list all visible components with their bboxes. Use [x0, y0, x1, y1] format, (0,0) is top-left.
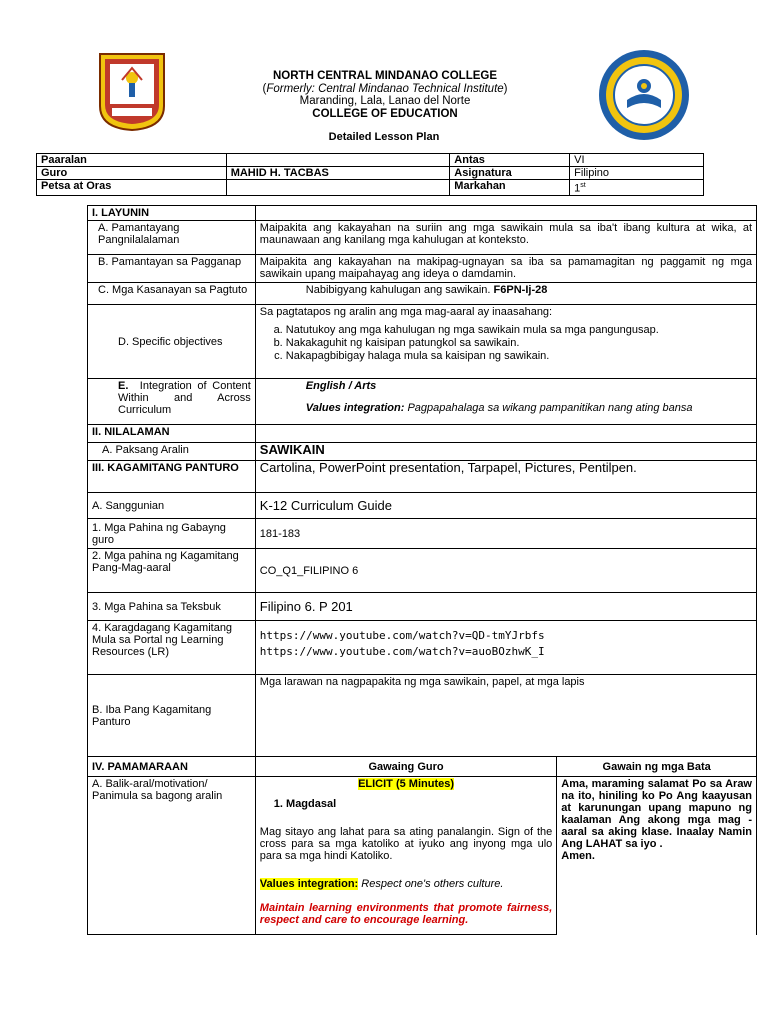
- college-address: Maranding, Lala, Lanao del Norte: [299, 95, 471, 107]
- youtube-link[interactable]: https://www.youtube.com/watch?v=auoBOzhwK_I: [259, 645, 545, 658]
- document-title: Detailed Lesson Plan: [328, 131, 440, 143]
- paksang-aralin-value: SAWIKAIN: [255, 443, 756, 461]
- objectives-intro: Sa pagtatapos ng aralin ang mga mag-aaral ay inaasahang:: [259, 306, 553, 318]
- pang-mag-aaral-value: CO_Q1_FILIPINO 6: [255, 549, 756, 593]
- pamantayan-pagganap-label: B. Pamantayan sa Pagganap: [88, 255, 256, 283]
- teksbuk-label: 3. Mga Pahina sa Teksbuk: [88, 593, 256, 621]
- gawain-bata-header: Gawain ng mga Bata: [557, 757, 757, 777]
- specific-objectives-label: D. Specific objectives: [88, 305, 256, 379]
- objective-item: c. Nakapagbibigay halaga mula sa kaisipan ng sawikain.: [286, 350, 752, 362]
- lr-portal-label: 4. Karagdagang Kagamitang Mula sa Portal ng Learning Resources (LR): [88, 621, 256, 675]
- objective-item: b. Nakakaguhit ng kaisipan patungkol sa sawikain.: [286, 337, 752, 349]
- asignatura-label: Asignatura: [450, 167, 570, 180]
- prayer-text: Ama, maraming salamat Po sa Araw na ito, hiniling ko Po Ang kaayusan at karunungan upang mapuno ng kaalaman Ang akong mga mag -aaral sa aking klase. Inaalay Namin Ang LAHAT sa iyo .: [561, 778, 752, 850]
- asignatura-value: Filipino: [570, 167, 704, 180]
- objectives-list: [260, 324, 752, 362]
- gabay-guro-value: 181-183: [255, 519, 756, 549]
- petsa-value: [226, 180, 450, 196]
- gawain-bata-content: [557, 777, 757, 935]
- competency-code: F6PN-Ij-28: [493, 284, 548, 296]
- pamamaraan-heading: IV. PAMAMARAAN: [88, 757, 256, 777]
- college-seal-logo: [96, 50, 168, 132]
- prayer-instructions: Mag sitayo ang lahat para sa ating panalangin. Sign of the cross para sa mga katoliko at iyuko ang inyong mga ulo para sa mga hindi Katoliko.: [259, 826, 553, 862]
- college-of-education-logo: [597, 48, 691, 142]
- college-formerly: (Formerly: Central Mindanao Technical Institute): [262, 82, 508, 95]
- markahan-label: Markahan: [450, 180, 570, 196]
- gawaing-guro-header: Gawaing Guro: [255, 757, 556, 777]
- nilalaman-heading: II. NILALAMAN: [88, 425, 256, 443]
- kagamitan-value: Cartolina, PowerPoint presentation, Tarpapel, Pictures, Pentilpen.: [255, 461, 756, 493]
- kasanayan-value: Nabibigyang kahulugan ang sawikain. F6PN-Ij-28: [255, 283, 756, 305]
- info-table: [36, 153, 704, 196]
- objective-item: a. Natutukoy ang mga kahulugan ng mga sawikain mula sa mga pangungusap.: [286, 324, 752, 336]
- specific-objectives-value: [255, 305, 756, 379]
- youtube-link[interactable]: https://www.youtube.com/watch?v=QD-tmYJrbfs: [259, 629, 545, 642]
- lesson-plan-table: [87, 205, 757, 935]
- lr-portal-links: [255, 621, 756, 675]
- prayer-amen: Amen.: [561, 850, 595, 862]
- teksbuk-value: Filipino 6. P 201: [255, 593, 756, 621]
- antas-label: Antas: [450, 154, 570, 167]
- maintain-learning-note: Maintain learning environments that promote fairness, respect and care to encourage learning.: [259, 902, 553, 926]
- layunin-heading: I. LAYUNIN: [88, 206, 256, 221]
- gabay-guro-label: 1. Mga Pahina ng Gabayng guro: [88, 519, 256, 549]
- guro-value: MAHID H. TACBAS: [226, 167, 450, 180]
- pamantayang-pangnilalaman-value: Maipakita ang kakayahan na suriin ang mga sawikain mula sa iba't ibang kultura at wika, at maunawaan ang kanilang mga kahulugan at konteksto.: [255, 221, 756, 255]
- balik-aral-label: A. Balik-aral/motivation/ Panimula sa bagong aralin: [88, 777, 256, 935]
- values-integration-line: Values integration: Pagpapahalaga sa wikang pampanitikan nang ating bansa: [305, 402, 693, 414]
- markahan-value: 1st: [570, 180, 704, 196]
- kasanayan-label: C. Mga Kasanayan sa Pagtuto: [88, 283, 256, 305]
- gawaing-guro-content: [255, 777, 556, 935]
- integration-value: [255, 379, 756, 425]
- petsa-label: Petsa at Oras: [37, 180, 227, 196]
- integration-label: E. Integration of Content Within and Across Curriculum: [88, 379, 256, 425]
- paksang-aralin-label: A. Paksang Aralin: [88, 443, 256, 461]
- college-name: NORTH CENTRAL MINDANAO COLLEGE: [272, 70, 498, 82]
- magdasal-step: 1. Magdasal: [273, 798, 337, 810]
- college-header: [200, 70, 570, 120]
- guro-label: Guro: [37, 167, 227, 180]
- sanggunian-label: A. Sanggunian: [88, 493, 256, 519]
- pamantayan-pagganap-value: Maipakita ang kakayahan na makipag-ugnayan sa iba sa pamamagitan ng paggamit ng mga sawikain upang maipahayag ang ideya o damdamin.: [255, 255, 756, 283]
- iba-pang-kagamitan-value: Mga larawan na nagpapakita ng mga sawikain, papel, at mga lapis: [255, 675, 756, 757]
- integration-subjects: English / Arts: [305, 380, 377, 392]
- pamantayang-pangnilalaman-label: A. Pamantayang Pangnilalalaman: [88, 221, 256, 255]
- antas-value: VI: [570, 154, 704, 167]
- sanggunian-value: K-12 Curriculum Guide: [255, 493, 756, 519]
- kagamitan-heading: III. KAGAMITANG PANTURO: [88, 461, 256, 493]
- paaralan-value: [226, 154, 450, 167]
- iba-pang-kagamitan-label: B. Iba Pang Kagamitang Panturo: [88, 675, 256, 757]
- college-department: COLLEGE OF EDUCATION: [312, 107, 458, 120]
- pang-mag-aaral-label: 2. Mga pahina ng Kagamitang Pang-Mag-aaral: [88, 549, 256, 593]
- elicit-label: ELICIT (5 Minutes): [358, 778, 455, 790]
- values-integration-respect: Values integration: Respect one's others culture.: [259, 878, 504, 890]
- paaralan-label: Paaralan: [37, 154, 227, 167]
